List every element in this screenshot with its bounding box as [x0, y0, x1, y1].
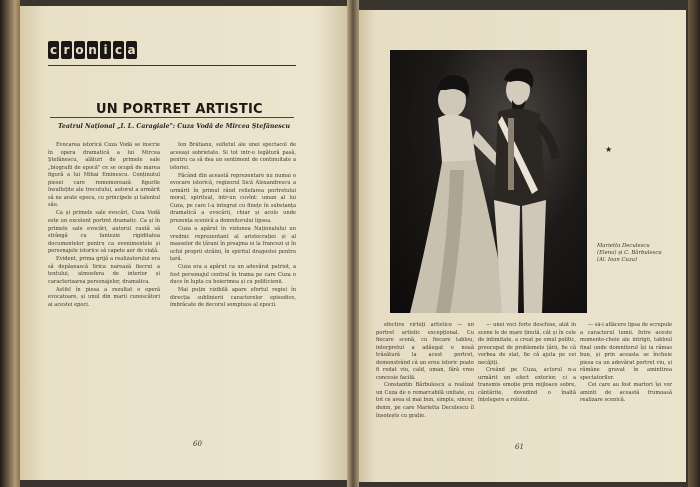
paragraph: Evident, prima grijă a realizatorului era să depășească lirica narează fiecrui a textului, atmosfera de interior și caracterizarea personajelor, dramatica.: [48, 256, 160, 285]
paragraph: Mai puțin vizibilă apare efortul regiei în direcția sublinierii caracterelor episodice, îmbrăcate de decorul somptuos al epocii.: [170, 287, 296, 309]
right-column-1: [376, 322, 474, 464]
paragraph: Astfel în piesa a rezultat o operă evocatoare, și unul din marii cunoscători ai acestei epoci.: [48, 286, 160, 308]
section-title-letter: c: [49, 43, 58, 57]
section-title-letter: c: [114, 43, 123, 57]
book-binding: [0, 0, 20, 487]
masthead-rule: [48, 65, 296, 66]
left-column-1: [48, 142, 160, 448]
paragraph: Făcând din această reprezentare nu numai o evocare istorică, regizorul Sică Alexandrescu a urmărit în primul rând reliefarea portretului moral, spiritual, intr-un cuvînt: uman al lui Cuza, pe care l-a integrat cu finețe în substanța dramatică a evocării, chiar și acolo unde prezența scenică a domnitorului lipsea.: [170, 172, 296, 224]
paragraph: Evocarea istorică Cuza Vodă se înscrie în opera dramatică a lui Mircea Ștefănescu, alături de primele sale „biografii de epocă" ce se ocupă de marea figură a lui Mihai Eminescu. Conținutul piesei care rememorează figurile însuflețite ale trecutului, autorul a urmărit să ne arate epoca, cu principele și talentul său.: [48, 142, 160, 209]
photo-caption: Marietta Deculescu (Elena) și C. Bărbulescu (Al. Ioan Cuza): [597, 243, 662, 264]
article-headline: UN PORTRET ARTISTIC: [96, 102, 263, 117]
section-title-letter: r: [61, 41, 72, 59]
paragraph: efective virtuți artistice — un portret artistic excepțional. Cu fiecare scenă, cu fiecare tablou, interpretul a adăugat o nouă trăsătură la acest portret, demonstrând că un erou istoric poate fi redat viu, cald, uman, fără vreo concesie facilă.: [376, 322, 474, 381]
section-title-letter: n: [88, 43, 97, 57]
paragraph: Cei care au fost martori își vor aminti de această frumoasă realizare scenică.: [580, 382, 672, 404]
article-subtitle: Teatrul Național „I. L. Caragiale": Cuza Vodă de Mircea Ștefănescu: [58, 123, 291, 130]
right-column-2: [478, 322, 576, 464]
page-number-right: 61: [515, 443, 524, 451]
paragraph: Ca și primele sale evocări, Cuza Vodă este un excelent portret dramatic. Ca și în primele sale evocări, autorul caută să strângă cu fantezie rigiditatea documentelor pentru ca evenimentele și personajele istorice să capete aer de viață.: [48, 210, 160, 255]
paragraph: — unei voci forte deschise, atât în scene le de mare ținută, cât și în cele de intimitate, a creat pe omul politic, preocupat de problemele țării, fie că vorbea de stat, fie că ajuta pe cei necăjiți.: [478, 322, 576, 366]
page-number-left: 60: [193, 440, 202, 448]
paragraph: Ion Brătianu, sufletul ale unei spectacol de aceeași sobrietate. Si tot intr-o legătură pasă, pentru ca să dea un sentiment de continuitate a istoriei.: [170, 142, 296, 171]
left-column-2: [170, 142, 296, 448]
ornament-star: ★: [605, 145, 613, 154]
book-gutter: [347, 0, 359, 487]
paragraph: Creând pe Cuza, actorul n-a urmărit un efect exterior, ci a transmis emoție prin mijloace sobre, cântărite, dovedind o înaltă înțelegere a rolului.: [478, 367, 576, 404]
paragraph: Cuza a apărut în viziunea Naționalului un vrednic reprezentant al aristocrației și al masselor de țărani în preajma ei la francezi și în ochii proprii străini, în spiritul dragostei pentru țară.: [170, 226, 296, 263]
paragraph: Cuza era a apărut ca un adevărat patriot, a fost personajul central în trama pe care Cuza o duce în lupta cu boierimea și cu politicienii.: [170, 264, 296, 286]
section-title-letter: a: [127, 43, 136, 57]
headline-rule: [50, 117, 294, 118]
production-photo: [390, 50, 587, 313]
section-title: [48, 41, 137, 59]
paragraph: Constantin Bărbulescu a realizat un Cuza de o remarcabilă unitate, cu tot ce avea el mai bun, simplu, sincer, demn, pe care Marietta Deculescu îl însoțește cu grație.: [376, 382, 474, 419]
right-edge: [688, 0, 700, 487]
section-title-letter: i: [100, 41, 111, 59]
section-title-letter: o: [75, 43, 84, 57]
right-column-3: [580, 322, 672, 464]
paragraph: — să-i aflăcere lipsa de scrupule a caracterul lumii. Intre aceste momente-cheie ale intrigii, tabloul final unde domnitorul își ia rămas bun, și prin aceasta se încheie piesa ca un adevărat portret viu, și rămâne gravat în amintirea spectatorilor.: [580, 322, 672, 381]
